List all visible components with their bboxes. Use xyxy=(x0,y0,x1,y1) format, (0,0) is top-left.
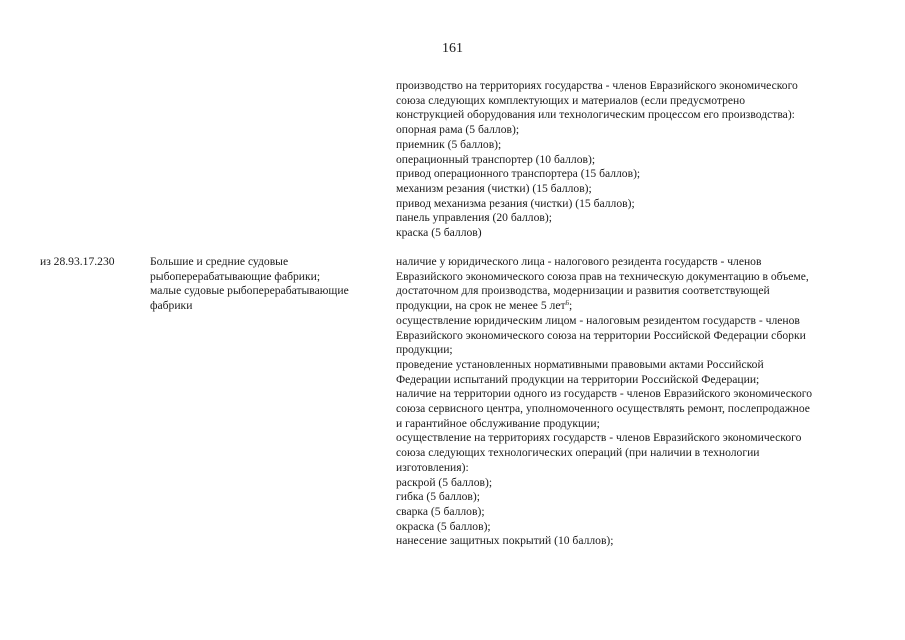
requirement-line: наличие у юридического лица - налогового резидента государств - членов xyxy=(396,255,762,268)
requirement-line: Евразийского экономического союза прав на техническую документацию в объеме, xyxy=(396,269,809,283)
product-name-line: Большие и средние судовые xyxy=(150,255,289,268)
product-code: из 28.93.17.230 xyxy=(40,255,115,268)
requirement-line: Евразийского экономического союза на территории Российской Федерации сборки xyxy=(396,328,806,342)
requirement-line: гибка (5 баллов); xyxy=(396,490,480,504)
requirements-cell xyxy=(396,79,871,241)
footnote-ref: 6 xyxy=(565,299,570,308)
requirement-line: операционный транспортер (10 баллов); xyxy=(396,152,596,166)
requirement-line: изготовления): xyxy=(396,460,469,474)
requirement-line: раскрой (5 баллов); xyxy=(396,475,493,489)
requirement-line: продукции; xyxy=(396,343,453,357)
requirement-line: опорная рама (5 баллов); xyxy=(396,123,520,137)
requirement-line-text: продукции, на срок не менее 5 лет xyxy=(396,299,566,313)
footnote-suffix: ; xyxy=(569,299,573,313)
requirement-line: производство на территориях государства - членов Евразийского экономического xyxy=(396,79,798,92)
requirement-line: наличие на территории одного из государств - членов Евразийского экономического xyxy=(396,387,813,401)
requirement-line: панель управления (20 баллов); xyxy=(396,211,552,225)
requirement-line: конструкцией оборудования или технологическим процессом его производства): xyxy=(396,108,795,122)
requirement-line: механизм резания (чистки) (15 баллов); xyxy=(396,181,592,195)
requirement-line: краска (5 баллов) xyxy=(396,226,482,240)
page-number: 161 xyxy=(442,41,463,56)
requirement-line: союза сервисного центра, уполномоченного осуществлять ремонт, послепродажное xyxy=(396,402,810,416)
requirement-line: проведение установленных нормативными правовыми актами Российской xyxy=(396,357,764,371)
product-name-line: фабрики xyxy=(150,299,193,313)
requirement-line xyxy=(396,299,871,314)
requirement-line: привод операционного транспортера (15 баллов); xyxy=(396,167,641,181)
requirement-line: союза следующих комплектующих и материалов (если предусмотрено xyxy=(396,93,746,107)
product-name-line: рыбоперерабатывающие фабрики; xyxy=(150,269,321,283)
requirement-line: Федерации испытаний продукции на территории Российской Федерации; xyxy=(396,372,760,386)
requirement-line: и гарантийное обслуживание продукции; xyxy=(396,416,600,430)
product-name-cell xyxy=(150,255,385,314)
requirement-line: приемник (5 баллов); xyxy=(396,137,502,151)
requirement-line: сварка (5 баллов); xyxy=(396,504,485,518)
product-name-line: малые судовые рыбоперерабатывающие xyxy=(150,284,349,298)
requirement-line: нанесение защитных покрытий (10 баллов); xyxy=(396,534,614,548)
requirement-line: осуществление юридическим лицом - налоговым резидентом государств - членов xyxy=(396,313,800,327)
requirement-line: достаточном для производства, модернизации и развития соответствующей xyxy=(396,284,770,298)
requirement-line: осуществление на территориях государств - членов Евразийского экономического xyxy=(396,431,802,445)
requirement-line: привод механизма резания (чистки) (15 баллов); xyxy=(396,196,635,210)
requirements-cell xyxy=(396,255,871,549)
requirement-line: окраска (5 баллов); xyxy=(396,519,491,533)
requirement-line: союза следующих технологических операций (при наличии в технологии xyxy=(396,446,760,460)
